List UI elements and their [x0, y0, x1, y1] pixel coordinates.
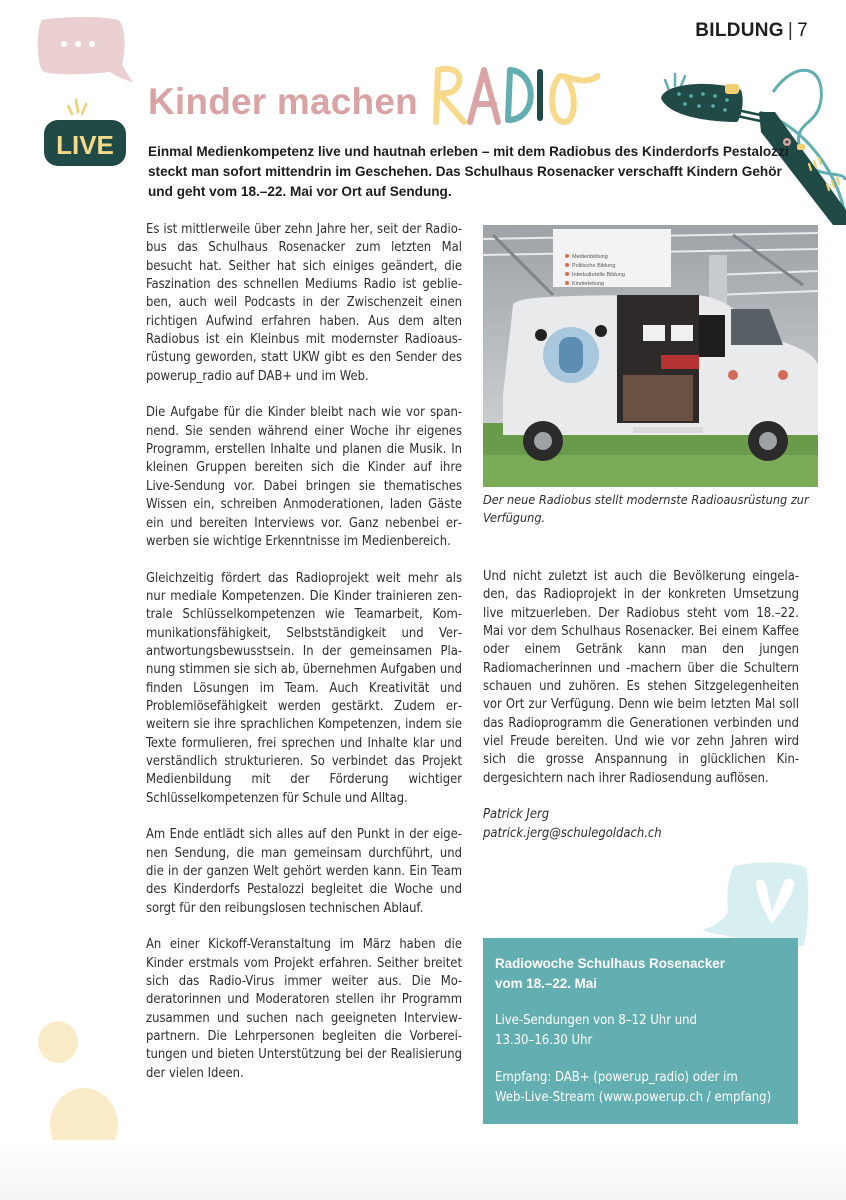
info-box-reception: [495, 1068, 786, 1107]
header-separator: |: [787, 20, 794, 41]
live-badge-icon: [40, 96, 130, 170]
info-box-times-line: 13.30–16.30 Uhr: [495, 1032, 593, 1048]
speech-bubble-ellipsis-icon: [34, 16, 134, 84]
headline: [148, 58, 600, 128]
section-header: [695, 20, 808, 42]
article-column-left: [146, 221, 462, 1102]
photo-caption: Der neue Radiobus stellt modernste Radioausrüstung zur Verfügung.: [483, 492, 809, 525]
info-box-reception-link[interactable]: Web-Live-Stream (www.powerup.ch / empfang): [495, 1089, 772, 1105]
info-box: [483, 938, 798, 1124]
paragraph: Und nicht zuletzt ist auch die Bevölkerung eingeladen, das Radioprojekt in der konkreten Umsetzung live mitzuerleben. Der Radiobus steht vom 18.–22. Mai vor dem Schulhaus Rosenacker. Bei einem Kaffee oder einem Getränk kann man den jungen Radiomacherinnen und -machern über die Schultern schauen und zuhören. Es stehen Sitzgelegenheiten vor Ort zur Verfügung. Denn wie beim letzten Mal soll das Radioprogramm die Generationen verbinden und viel Freude bereiten. Und wie vor zehn Jahren wird sich die grosse Anspannung in glücklichen Kindergesichtern nach ihrer Radiosendung auflösen.: [483, 569, 799, 786]
headline-radio-lettering: [430, 62, 600, 128]
headline-main: Kinder machen: [148, 81, 418, 122]
paragraph: Es ist mittlerweile über zehn Jahre her, seit der Radiobus das Schulhaus Rosenacker zum letzten Mal besucht hat. Seither hat sich einiges geändert, die Faszination des schnellen Mediums Radio ist geblieben, auch weil Podcasts in der Zwischenzeit einen richtigen Aufwind erfahren haben. Aus dem alten Radiobus ist ein Kleinbus mit modernster Radioausrüstung geworden, statt UKW gibt es den Sender des powerup_radio auf DAB+ und im Web.: [146, 222, 462, 384]
lead-paragraph: Einmal Medienkompetenz live und hautnah erleben – mit dem Radiobus des Kinderdorfs Pestalozzi steckt man sofort mittendrin im Geschehen. Das Schulhaus Rosenacker verschafft Kindern Gehör und geht vom 18.–22. Mai vor Ort auf Sendung.: [148, 144, 789, 199]
speech-bubble-heart-icon: [700, 860, 810, 948]
paragraph: Die Aufgabe für die Kinder bleibt nach wie vor spannend. Sie senden während einer Woche ihr eigenes Programm, erstellen Inhalte und planen die Musik. In kleinen Gruppen bereiten sich die Kinder auf ihre Live-Sendung vor. Dabei bringen sie thematisches Wissen ein, schreiben Anmoderationen, laden Gäste ein und bereiten Interviews vor. Ganz nebenbei erwerben sie wichtige Erkenntnisse im Medienbereich.: [146, 405, 462, 549]
info-box-times: [495, 1011, 786, 1050]
info-box-title: [495, 954, 786, 993]
page-number: 7: [797, 20, 808, 41]
banner-item: Politische Bildung: [572, 263, 616, 269]
info-box-times-line: Live-Sendungen von 8–12 Uhr und: [495, 1013, 697, 1028]
paragraph: Am Ende entlädt sich alles auf den Punkt in der eigenen Sendung, die man gemeinsam durchführt, und die in der ganzen Welt gehört werden kann. Ein Team des Kinderdorfs Pestalozzi begleitet die Woche und sorgt für den reibungslosen technischen Ablauf.: [146, 827, 462, 916]
author-email[interactable]: patrick.jerg@schulegoldach.ch: [483, 825, 662, 841]
live-badge-text: LIVE: [56, 130, 114, 160]
banner-item: Medienbildung: [572, 254, 608, 260]
radiobus-photo: [483, 225, 818, 487]
banner-item: Kinderleitung: [572, 281, 605, 287]
banner-item: Interkulturelle Bildung: [572, 272, 625, 278]
radiobus-photo-illustration: [483, 225, 818, 487]
paragraph: An einer Kickoff-Veranstaltung im März haben die Kinder erstmals vom Projekt erfahren. Seither breitet sich das Radio-Virus immer weiter aus. Die Moderatorinnen und Moderatoren stellen ihr Programm zusammen und suchen nach geeigneten Interviewpartnern. Die Lehrpersonen begleiten die Vorbereitungen und bieten Unterstützung bei der Realisierung der vielen Ideen.: [146, 937, 462, 1081]
section-label: BILDUNG: [695, 20, 784, 41]
author-name: Patrick Jerg: [483, 807, 550, 823]
author-block: [483, 806, 799, 843]
paragraph: Gleichzeitig fördert das Radioprojekt weit mehr als nur mediale Kompetenzen. Die Kinder trainieren zentrale Schlüsselkompetenzen wie Teamarbeit, Kommunikationsfähigkeit, Selbstständigkeit und Verantwortungsbewusstsein. In der gemeinsamen Planung stimmen sie sich ab, übernehmen Aufgaben und finden Lösungen im Team. Auch Kreativität und Problemlösefähigkeit werden gestärkt. Zudem erweitern sie ihre sprachlichen Kompetenzen, indem sie Texte formulieren, frei sprechen und Inhalte klar und verständlich strukturieren. So verbindet das Projekt Medienbildung mit der Förderung wichtiger Schlüsselkompetenzen für Schule und Alltag.: [146, 570, 462, 806]
info-box-reception-line: Empfang: DAB+ (powerup_radio) oder im: [495, 1070, 738, 1085]
page-bottom-edge: [0, 1140, 846, 1200]
info-box-title-line: Radiowoche Schulhaus Rosenacker: [495, 956, 725, 971]
article-column-right: [483, 568, 799, 843]
info-box-date-line: vom 18.–22. Mai: [495, 975, 597, 991]
